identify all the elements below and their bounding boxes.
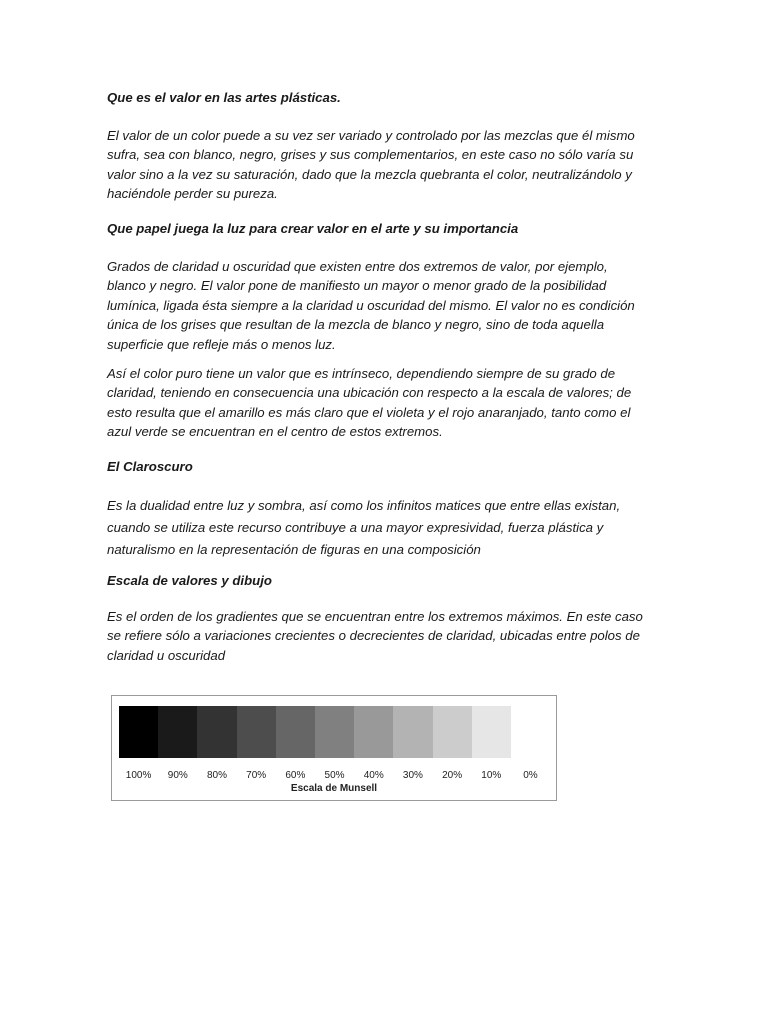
text-line: lumínica, ligada ésta siempre a la claridad u oscuridad del mismo. El valor no es condición — [107, 297, 635, 313]
paragraph-grados-claridad — [107, 257, 635, 354]
text-line: Grados de claridad u oscuridad que existen entre dos extremos de valor, por ejemplo, — [107, 259, 608, 274]
munsell-swatch-label: 10% — [481, 770, 502, 781]
paragraph-escala-valores — [107, 607, 643, 665]
munsell-scale-figure — [111, 695, 557, 801]
munsell-swatch — [237, 706, 276, 758]
text-line: sufra, sea con blanco, negro, grises y sus complementarios, en este caso no sólo varía su — [107, 147, 634, 163]
paragraph-color-puro — [107, 364, 631, 442]
munsell-swatch — [119, 706, 158, 758]
munsell-swatch-label: 90% — [167, 770, 188, 781]
text-line: El valor de un color puede a su vez ser variado y controlado por las mezclas que él mismo — [107, 128, 635, 143]
text-line: esto resulta que el amarillo es más claro que el violeta y el rojo anaranjado, tanto como el — [107, 404, 631, 420]
munsell-caption: Escala de Munsell — [290, 783, 378, 794]
text-line: valor sino a la vez su saturación, dado que la mezcla quebranta el color, neutralizándolo y — [107, 166, 632, 182]
heading-escala-valores: Escala de valores y dibujo — [107, 573, 272, 588]
munsell-swatch — [393, 706, 432, 758]
munsell-swatch-label: 60% — [285, 770, 306, 781]
munsell-swatch — [197, 706, 236, 758]
munsell-swatch-label: 50% — [324, 770, 345, 781]
text-line: única de los grises que resultan de la mezcla de blanco y negro, sino de toda aquella — [107, 317, 605, 333]
text-line: blanco y negro. El valor pone de manifiesto un mayor o menor grado de la posibilidad — [107, 278, 607, 294]
text-line: naturalismo en la representación de figuras en una composición — [107, 542, 481, 557]
munsell-swatch-label: 40% — [363, 770, 384, 781]
munsell-swatch — [158, 706, 197, 758]
munsell-swatch-label: 30% — [402, 770, 423, 781]
munsell-swatch-label: 80% — [206, 770, 227, 781]
text-line: azul verde se encuentran en el centro de estos extremos. — [107, 424, 443, 440]
munsell-swatch — [511, 706, 550, 758]
heading-papel-luz: Que papel juega la luz para crear valor en el arte y su importancia — [107, 221, 519, 236]
munsell-label-row — [119, 770, 550, 781]
heading-valor-artes-plasticas: Que es el valor en las artes plásticas. — [107, 90, 341, 105]
munsell-swatch-label: 20% — [442, 770, 463, 781]
paragraph-valor-color — [107, 126, 635, 204]
munsell-swatch-row — [119, 706, 550, 758]
heading-claroscuro: El Claroscuro — [107, 459, 193, 474]
text-line: cuando se utiliza este recurso contribuye a una mayor expresividad, fuerza plástica y — [107, 520, 604, 535]
text-line: haciéndole perder su pureza. — [107, 186, 278, 202]
text-line: claridad, teniendo en consecuencia una ubicación con respecto a la escala de valores; de — [107, 385, 632, 401]
munsell-swatch — [433, 706, 472, 758]
munsell-swatch-label: 100% — [125, 770, 152, 781]
munsell-swatch — [472, 706, 511, 758]
text-line: Es la dualidad entre luz y sombra, así como los infinitos matices que entre ellas existan, — [107, 498, 621, 513]
munsell-swatch-label: 0% — [523, 770, 538, 781]
munsell-swatch — [315, 706, 354, 758]
text-line: superficie que refleje más o menos luz. — [107, 336, 336, 352]
munsell-swatch-label: 70% — [246, 770, 267, 781]
text-line: claridad u oscuridad — [107, 647, 226, 663]
text-line: se refiere sólo a variaciones crecientes o decrecientes de claridad, ubicadas entre polos de — [107, 628, 640, 644]
paragraph-claroscuro — [107, 495, 620, 561]
munsell-swatch — [276, 706, 315, 758]
text-line: Es el orden de los gradientes que se encuentran entre los extremos máximos. En este caso — [107, 609, 643, 624]
text-line: Así el color puro tiene un valor que es intrínseco, dependiendo siempre de su grado de — [107, 366, 616, 381]
munsell-swatch — [354, 706, 393, 758]
